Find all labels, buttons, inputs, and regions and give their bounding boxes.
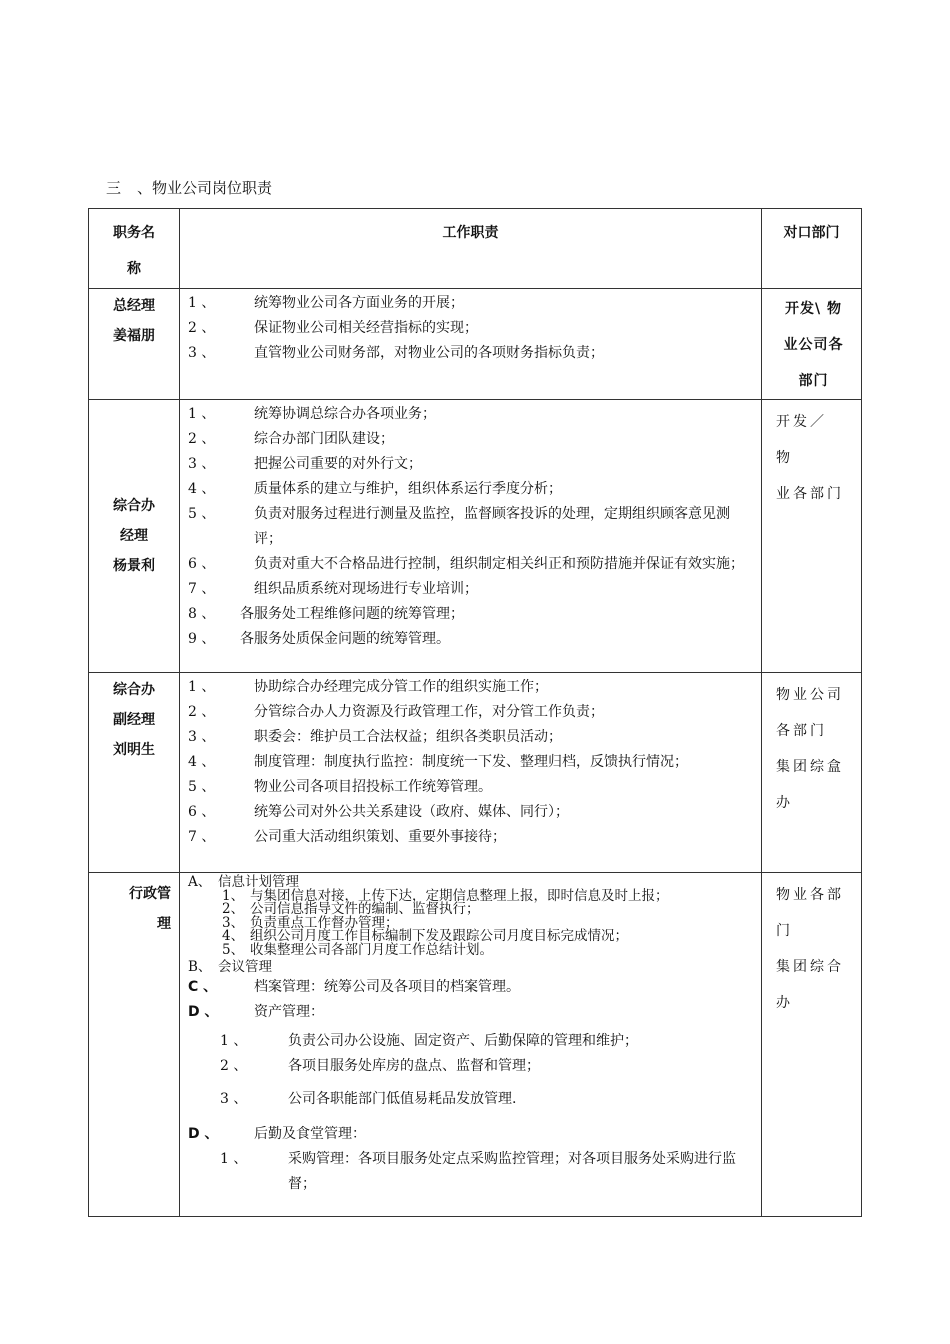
sub-text: 公司信息指导文件的编制、监督执行； (250, 901, 480, 917)
sub-text: 负责公司办公设施、固定资产、后勤保障的管理和维护； (288, 1033, 638, 1049)
duty-number: 2 、 (188, 704, 216, 720)
duty-text: 各服务处质保金问题的统筹管理。 (240, 631, 450, 647)
duty-text: 直管物业公司财务部，对物业公司的各项财务指标负责； (254, 345, 604, 361)
role-cell (89, 673, 180, 873)
table-row (89, 289, 862, 400)
role-line: 理 (157, 916, 171, 932)
dept-line: 开发／ 物 (776, 414, 827, 466)
sub-item (188, 1029, 753, 1054)
duty-number: 2 、 (188, 320, 216, 336)
dept-line: 业各部门 (776, 486, 844, 502)
section-letter: B、 (188, 959, 212, 975)
duty-number: 2 、 (188, 431, 216, 447)
role-line: 杨景利 (113, 558, 155, 574)
duties-cell (180, 873, 762, 1217)
duty-text: 综合办部门团队建设； (254, 431, 394, 447)
duty-number: 4 、 (188, 481, 216, 497)
dept-line: 门 (776, 923, 793, 939)
header-duties (180, 209, 762, 289)
dept-line: 部门 (798, 373, 829, 389)
duty-item (188, 750, 753, 775)
sub-number: 2、 (222, 901, 245, 917)
header-role-line: 职务名 (113, 225, 155, 241)
sub-number: 1、 (222, 887, 245, 904)
sub-text: 组织公司月度工作目标编制下发及跟踪公司月度目标完成情况； (250, 928, 628, 944)
duty-number: 4 、 (188, 754, 216, 770)
sub-text: 与集团信息对接，上传下达，定期信息整理上报，即时信息及时上报； (250, 887, 669, 904)
duty-item (188, 341, 753, 366)
duty-number: 1 、 (188, 679, 216, 695)
duty-item (188, 452, 753, 477)
section-letter: D 、 (188, 1126, 219, 1142)
section-letter: C 、 (188, 979, 218, 995)
duty-number: 6 、 (188, 804, 216, 820)
sub-text: 公司各职能部门低值易耗品发放管理. (288, 1091, 517, 1107)
dept-line: 集团综盒 (776, 759, 844, 775)
dept-line: 物业各部 (776, 887, 844, 903)
duty-item (188, 675, 753, 700)
duty-text: 保证物业公司相关经营指标的实现； (254, 320, 478, 336)
section-text: 档案管理：统筹公司及各项目的档案管理。 (254, 979, 520, 995)
dept-line: 业公司各 (783, 337, 844, 353)
heading-text: 、物业公司岗位职责 (137, 179, 273, 197)
sub-item (188, 1147, 753, 1197)
header-dept-label: 对口部门 (783, 225, 840, 241)
section-a (188, 876, 753, 975)
duty-item (188, 502, 753, 552)
duty-text: 物业公司各项目招投标工作统筹管理。 (254, 779, 492, 795)
role-line: 刘明生 (113, 742, 155, 758)
duty-item (188, 725, 753, 750)
section-b-title (188, 959, 753, 975)
duty-text: 分管综合办人力资源及行政管理工作，对分管工作负责； (254, 704, 604, 720)
duty-item (188, 800, 753, 825)
sub-text: 各项目服务处库房的盘点、监督和管理； (288, 1058, 540, 1074)
duty-item (188, 402, 753, 427)
sub-number: 1 、 (220, 1151, 248, 1167)
duty-text: 统筹协调总综合办各项业务； (254, 406, 436, 422)
duty-number: 3 、 (188, 456, 216, 472)
duty-number: 1 、 (188, 406, 216, 422)
header-role-line: 称 (127, 261, 141, 277)
duty-number: 7 、 (188, 829, 216, 845)
sub-number: 5、 (222, 941, 245, 958)
dept-cell (762, 673, 862, 873)
sub-text: 收集整理公司各部门月度工作总结计划。 (250, 941, 493, 958)
duties-cell (180, 289, 762, 400)
role-cell (89, 289, 180, 400)
duty-text: 各服务处工程维修问题的统筹管理； (240, 606, 464, 622)
dept-line: 开发\ 物 (785, 301, 842, 317)
duty-text: 协助综合办经理完成分管工作的组织实施工作； (254, 679, 548, 695)
sub-text: 采购管理：各项目服务处定点采购监控管理；对各项目服务处采购进行监督； (288, 1151, 736, 1192)
role-cell (89, 400, 180, 673)
duty-text: 组织品质系统对现场进行专业培训； (254, 581, 478, 597)
duty-item (188, 316, 753, 341)
duty-item (188, 552, 753, 577)
table-row (89, 400, 862, 673)
duty-text: 负责对重大不合格品进行控制，组织制定相关纠正和预防措施并保证有效实施； (254, 556, 744, 572)
duty-number: 6 、 (188, 556, 216, 572)
sub-item (188, 1087, 753, 1112)
sub-number: 3、 (222, 914, 245, 931)
sub-number: 1 、 (220, 1033, 248, 1049)
table-row (89, 673, 862, 873)
table-row (89, 873, 862, 1217)
duty-number: 7 、 (188, 581, 216, 597)
table-header-row (89, 209, 862, 289)
duty-item (188, 627, 753, 652)
duty-text: 统筹物业公司各方面业务的开展； (254, 295, 464, 311)
section-letter: A、 (188, 874, 212, 890)
role-cell (89, 873, 180, 1217)
duties-cell (180, 400, 762, 673)
sub-number: 3 、 (220, 1091, 248, 1107)
heading-number: 三 (106, 179, 122, 197)
duty-table (88, 208, 862, 1217)
duty-text: 职委会：维护员工合法权益；组织各类职员活动； (254, 729, 562, 745)
sub-number: 4、 (222, 928, 245, 944)
header-role (89, 209, 180, 289)
section-d-assets (188, 1000, 753, 1025)
duty-number: 8 、 (188, 606, 216, 622)
duties-cell (180, 673, 762, 873)
section-text: 后勤及食堂管理： (254, 1126, 366, 1142)
duty-item (188, 291, 753, 316)
dept-line: 各部门 (776, 723, 827, 739)
duty-number: 3 、 (188, 729, 216, 745)
duty-number: 3 、 (188, 345, 216, 361)
section-letter: D 、 (188, 1004, 219, 1020)
role-line: 综合办 (113, 682, 155, 698)
section-d-logistics (188, 1122, 753, 1147)
duty-item (188, 825, 753, 850)
section-title: 会议管理 (218, 959, 272, 975)
sub-text: 负责重点工作督办管理； (250, 914, 399, 931)
duty-text: 公司重大活动组织策划、重要外事接待； (254, 829, 506, 845)
duty-number: 1 、 (188, 295, 216, 311)
role-line: 行政管 (129, 886, 171, 902)
section-text: 资产管理： (254, 1004, 324, 1020)
duty-text: 统筹公司对外公共关系建设（政府、媒体、同行）； (254, 804, 569, 820)
sub-item (188, 941, 753, 958)
duty-number: 9 、 (188, 631, 216, 647)
role-line: 综合办 (113, 498, 155, 514)
duty-number: 5 、 (188, 779, 216, 795)
sub-number: 2 、 (220, 1058, 248, 1074)
section-heading (106, 177, 272, 198)
duty-number: 5 、 (188, 506, 216, 522)
duty-item (188, 775, 753, 800)
dept-line: 办 (776, 995, 793, 1011)
dept-line: 办 (776, 795, 793, 811)
section-cd (188, 975, 753, 1197)
role-line: 总经理 (113, 298, 155, 314)
header-dept (762, 209, 862, 289)
duty-item (188, 577, 753, 602)
role-line: 副经理 (113, 712, 155, 728)
dept-cell (762, 289, 862, 400)
duty-item (188, 477, 753, 502)
duty-text: 负责对服务过程进行测量及监控，监督顾客投诉的处理，定期组织顾客意见测评； (254, 506, 730, 547)
duty-text: 把握公司重要的对外行文； (254, 456, 422, 472)
section-c (188, 975, 753, 1000)
dept-line: 集团综合 (776, 959, 844, 975)
dept-cell (762, 400, 862, 673)
duty-text: 制度管理：制度执行监控：制度统一下发、整理归档，反馈执行情况； (254, 754, 688, 770)
header-duties-label: 工作职责 (442, 225, 499, 241)
duty-item (188, 700, 753, 725)
duty-text: 质量体系的建立与维护，组织体系运行季度分析； (254, 481, 562, 497)
duty-item (188, 427, 753, 452)
role-line: 姜福朋 (113, 328, 155, 344)
section-title: 信息计划管理 (218, 874, 299, 890)
sub-item (188, 1054, 753, 1079)
role-line: 经理 (120, 528, 148, 544)
dept-cell (762, 873, 862, 1217)
dept-line: 物业公司 (776, 687, 844, 703)
duty-item (188, 602, 753, 627)
